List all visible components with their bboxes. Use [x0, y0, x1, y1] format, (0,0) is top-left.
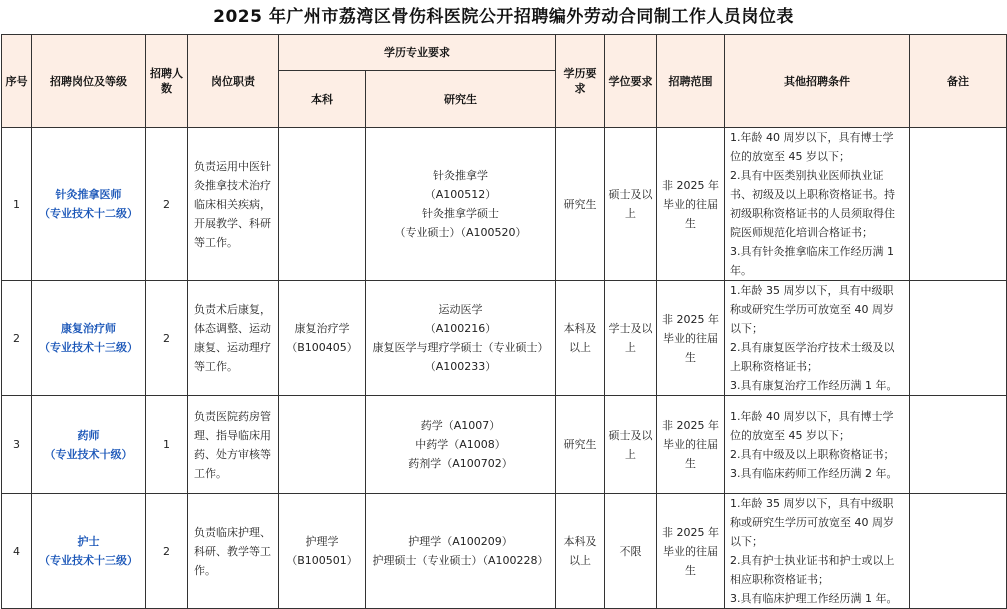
header-bachelor: 本科 [279, 71, 366, 128]
row-position [32, 494, 146, 609]
row-scope: 非 2025 年毕业的往届生 [657, 128, 725, 281]
row-count: 2 [146, 494, 188, 609]
major-line: 护理硕士（专业硕士）（A100228） [372, 554, 549, 567]
row-postgraduate [366, 396, 556, 494]
major-line: 护理学（A100209） [408, 535, 513, 548]
major-line: （A100216） [424, 322, 497, 335]
position-name: 康复治疗师 [61, 322, 116, 335]
table-row [2, 128, 1007, 281]
position-level: （专业技术十三级） [39, 554, 138, 567]
row-duties: 负责术后康复，体态调整、运动康复、运动理疗等工作。 [188, 281, 279, 396]
row-bachelor [279, 396, 366, 494]
condition-line: 1.年龄 40 周岁以下，具有博士学位的放宽至 45 岁以下； [730, 409, 894, 442]
row-bachelor: 护理学（B100501） [279, 494, 366, 609]
row-seq: 4 [2, 494, 32, 609]
row-position [32, 396, 146, 494]
header-education: 学历要求 [556, 35, 605, 128]
row-seq: 3 [2, 396, 32, 494]
row-education: 研究生 [556, 128, 605, 281]
condition-line: 1.年龄 35 周岁以下，具有中级职称或研究生学历可放宽至 40 周岁以下； [730, 497, 894, 548]
row-bachelor: 康复治疗学（B100405） [279, 281, 366, 396]
row-degree: 不限 [605, 494, 657, 609]
row-conditions [725, 494, 910, 609]
row-position [32, 281, 146, 396]
page-title: 2025 年广州市荔湾区骨伤科医院公开招聘编外劳动合同制工作人员岗位表 [213, 7, 794, 27]
row-education: 研究生 [556, 396, 605, 494]
table-row [2, 281, 1007, 396]
header-postgraduate: 研究生 [366, 71, 556, 128]
header-duties: 岗位职责 [188, 35, 279, 128]
header-position: 招聘岗位及等级 [32, 35, 146, 128]
major-line: 中药学（A1008） [415, 438, 506, 451]
header-remarks: 备注 [910, 35, 1007, 128]
row-duties: 负责临床护理、科研、教学等工作。 [188, 494, 279, 609]
row-postgraduate [366, 494, 556, 609]
major-line: 针灸推拿学硕士 [422, 207, 499, 220]
condition-line: 2.具有康复医学治疗技术士级及以上职称资格证书； [730, 341, 895, 373]
condition-line: 1.年龄 35 周岁以下，具有中级职称或研究生学历可放宽至 40 周岁以下； [730, 284, 894, 335]
major-line: 康复医学与理疗学硕士（专业硕士） [372, 341, 549, 354]
position-name: 药师 [77, 428, 100, 442]
row-scope: 非 2025 年毕业的往届生 [657, 281, 725, 396]
row-bachelor [279, 128, 366, 281]
row-education: 本科及以上 [556, 281, 605, 396]
position-level: （专业技术十三级） [39, 341, 138, 354]
row-seq: 2 [2, 281, 32, 396]
major-line: （专业硕士）（A100520） [394, 226, 527, 239]
row-count: 1 [146, 396, 188, 494]
row-position [32, 128, 146, 281]
row-duties: 负责医院药房管理、指导临床用药、处方审核等工作。 [188, 396, 279, 494]
row-degree: 硕士及以上 [605, 128, 657, 281]
major-line: 运动医学 [438, 303, 483, 316]
major-line: 药剂学（A100702） [408, 457, 513, 470]
row-scope: 非 2025 年毕业的往届生 [657, 396, 725, 494]
row-postgraduate [366, 128, 556, 281]
row-degree: 硕士及以上 [605, 396, 657, 494]
position-level: （专业技术十二级） [39, 207, 138, 220]
header-count: 招聘人数 [146, 35, 188, 128]
condition-line: 3.具有临床护理工作经历满 1 年。 [730, 592, 898, 605]
positions-table [1, 34, 1007, 609]
major-line: 针灸推拿学 [433, 169, 488, 182]
header-degree: 学位要求 [605, 35, 657, 128]
row-remarks [910, 396, 1007, 494]
row-education: 本科及以上 [556, 494, 605, 609]
condition-line: 3.具有康复治疗工作经历满 1 年。 [730, 379, 898, 392]
header-seq: 序号 [2, 35, 32, 128]
condition-line: 2.具有中级及以上职称资格证书； [730, 447, 895, 461]
major-line: （A100233） [424, 360, 497, 373]
condition-line: 3.具有临床药师工作经历满 2 年。 [730, 466, 898, 480]
row-degree: 学士及以上 [605, 281, 657, 396]
row-conditions [725, 128, 910, 281]
position-name: 护士 [77, 535, 100, 548]
condition-line: 3.具有针灸推拿临床工作经历满 1 年。 [730, 245, 894, 277]
header-conditions: 其他招聘条件 [725, 35, 910, 128]
row-count: 2 [146, 128, 188, 281]
header-major-group: 学历专业要求 [279, 35, 556, 71]
major-line: （A100512） [424, 188, 497, 201]
header-scope: 招聘范围 [657, 35, 725, 128]
row-seq: 1 [2, 128, 32, 281]
major-line: 药学（A1007） [420, 419, 501, 432]
row-conditions [725, 396, 910, 494]
row-remarks [910, 494, 1007, 609]
row-remarks [910, 281, 1007, 396]
row-postgraduate [366, 281, 556, 396]
row-remarks [910, 128, 1007, 281]
row-scope: 非 2025 年毕业的往届生 [657, 494, 725, 609]
table-row [2, 396, 1007, 494]
condition-line: 2.具有护士执业证书和护士或以上相应职称资格证书； [730, 554, 895, 586]
position-level: （专业技术十级） [44, 447, 133, 461]
row-duties: 负责运用中医针灸推拿技术治疗临床相关疾病，开展教学、科研等工作。 [188, 128, 279, 281]
position-name: 针灸推拿医师 [55, 188, 122, 201]
condition-line: 2.具有中医类别执业医师执业证书、初级及以上职称资格证书。持初级职称资格证书的人员须取得住院医师规范化培训合格证书； [730, 169, 895, 239]
condition-line: 1.年龄 40 周岁以下，具有博士学位的放宽至 45 岁以下； [730, 131, 894, 163]
table-row [2, 494, 1007, 609]
row-count: 2 [146, 281, 188, 396]
row-conditions [725, 281, 910, 396]
